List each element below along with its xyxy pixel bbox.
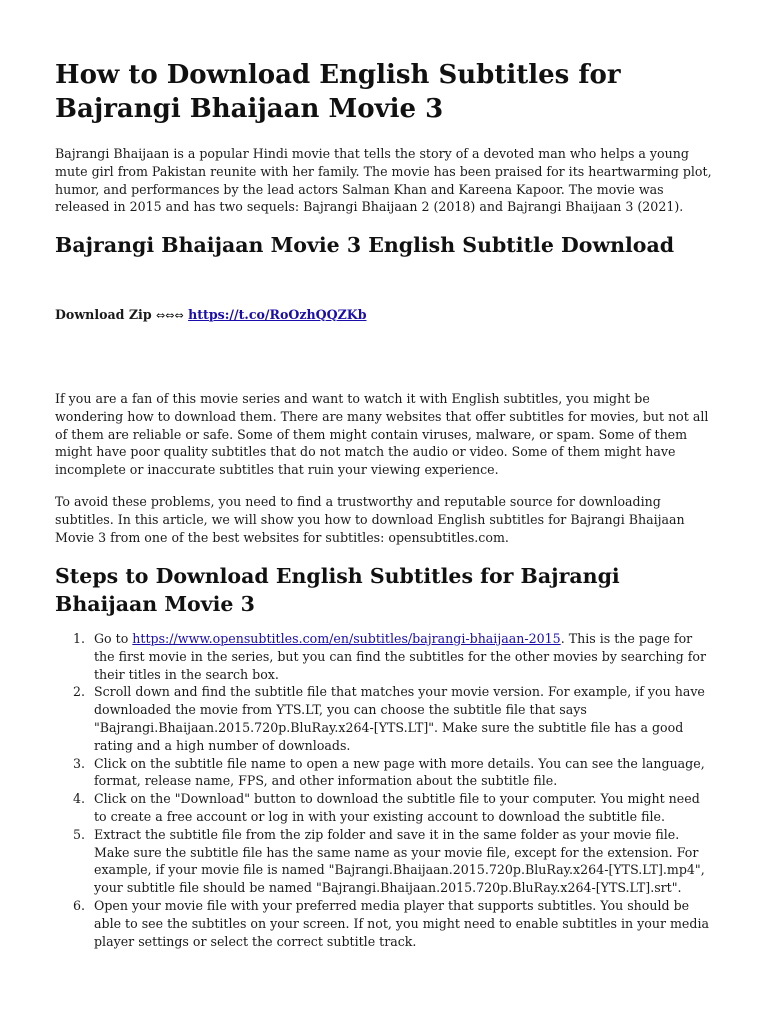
step-text: Click on the "Download" button to download the subtitle file to your computer. You might need to create a free account or log in with your existing account to download the subtitle file. [94, 791, 700, 824]
step-text: Go to [94, 631, 133, 646]
arrows-icon: ⇔⇔⇔ [156, 309, 184, 322]
download-link[interactable]: https://t.co/RoOzhQQZKb [188, 307, 367, 322]
list-item [55, 790, 715, 826]
list-item [55, 826, 715, 897]
section-heading-download: Bajrangi Bhaijaan Movie 3 English Subtitle Download [55, 233, 675, 257]
list-item [55, 683, 715, 754]
step-number: 5. [73, 826, 86, 842]
steps-list [55, 630, 715, 950]
page-title: How to Download English Subtitles for Bajrangi Bhaijaan Movie 3 [55, 60, 621, 124]
list-item [55, 630, 715, 683]
step-text: Click on the subtitle file name to open a new page with more details. You can see the language, format, release name, FPS, and other information about the subtitle file. [94, 755, 705, 789]
download-label: Download Zip [55, 307, 152, 322]
step-number: 1. [73, 631, 86, 646]
list-item [55, 755, 715, 791]
step-number: 3. [73, 755, 86, 771]
step-number: 6. [73, 897, 86, 913]
list-item [55, 897, 715, 950]
download-line [55, 306, 367, 324]
step-text: . This is the page for the first movie in the series, but you can find the subtitles for the other movies by searching for their titles in the search box. [94, 631, 706, 682]
fan-paragraph: If you are a fan of this movie series and want to watch it with English subtitles, you might be wondering how to download them. There are many websites that offer subtitles for movies, but not all of them are reliable or safe. Some of them might contain viruses, malware, or spam. Some of them might have poor quality subtitles that do not match the audio or video. Some of them might have incomplete or inaccurate subtitles that ruin your viewing experience. [55, 391, 709, 478]
step-text: Open your movie file with your preferred media player that supports subtitles. You should be able to see the subtitles on your screen. If not, you might need to enable subtitles in your media player settings or select the correct subtitle track. [94, 897, 709, 949]
intro-paragraph: Bajrangi Bhaijaan is a popular Hindi movie that tells the story of a devoted man who helps a young mute girl from Pakistan reunite with her family. The movie has been praised for its heartwarming plot, humor, and performances by the lead actors Salman Khan and Kareena Kapoor. The movie was released in 2015 and has two sequels: Bajrangi Bhaijaan 2 (2018) and Bajrangi Bhaijaan 3 (2021). [55, 146, 712, 215]
step-text: Scroll down and find the subtitle file that matches your movie version. For example, if you have downloaded the movie from YTS.LT, you can choose the subtitle file that says "Bajrangi.Bhaijaan.2015.720p.BluRay.x264-[YTS.LT]". Make sure the subtitle file has a good rating and a high number of downloads. [94, 684, 705, 753]
section-heading-steps: Steps to Download English Subtitles for Bajrangi Bhaijaan Movie 3 [55, 564, 620, 616]
step-number: 4. [73, 791, 86, 807]
step-text: Extract the subtitle file from the zip folder and save it in the same folder as your movie file. Make sure the subtitle file has the same name as your movie file, except for the extension. For example, if your movie file is named "Bajrangi.Bhaijaan.2015.720p.BluRay.x264-[YTS.LT].mp4", your subtitle file should be named "Bajrangi.Bhaijaan.2015.720p.BluRay.x264-[YTS.LT].srt". [94, 826, 705, 896]
step-number: 2. [73, 684, 86, 700]
avoid-problems-paragraph: To avoid these problems, you need to find a trustworthy and reputable source for downloading subtitles. In this article, we will show you how to download English subtitles for Bajrangi Bhaijaan Movie 3 from one of the best websites for subtitles: opensubtitles.com. [55, 494, 685, 545]
opensubtitles-link[interactable]: https://www.opensubtitles.com/en/subtitles/bajrangi-bhaijaan-2015 [132, 631, 561, 646]
